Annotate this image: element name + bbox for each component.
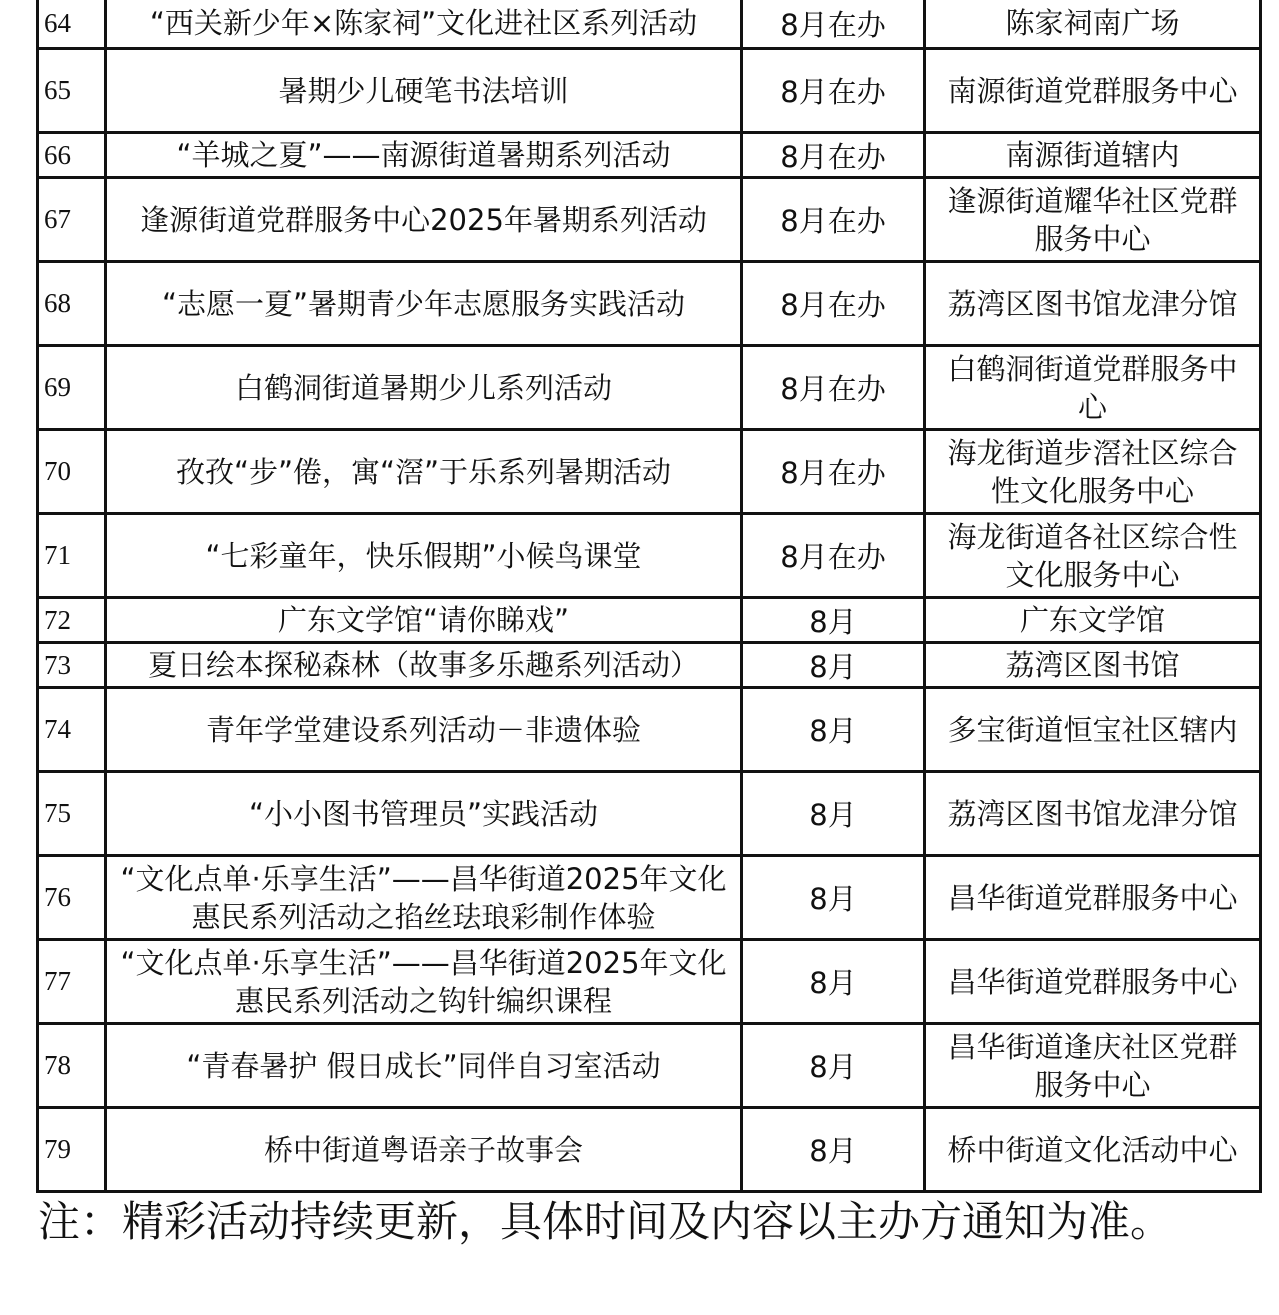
row-number: 75 — [38, 772, 106, 856]
activity-venue: 南源街道辖内 — [925, 133, 1261, 178]
row-number: 69 — [38, 346, 106, 430]
activity-name: “文化点单·乐享生活”——昌华街道2025年文化惠民系列活动之掐丝珐琅彩制作体验 — [106, 856, 742, 940]
activity-name: “小小图书管理员”实践活动 — [106, 772, 742, 856]
activity-time: 8月 — [742, 688, 925, 772]
activity-time: 8月在办 — [742, 514, 925, 598]
activity-time: 8月 — [742, 856, 925, 940]
activity-time: 8月 — [742, 643, 925, 688]
activity-time: 8月在办 — [742, 0, 925, 49]
activity-time: 8月在办 — [742, 346, 925, 430]
table-row — [38, 772, 1261, 856]
row-number: 68 — [38, 262, 106, 346]
activity-venue: 昌华街道逢庆社区党群服务中心 — [925, 1024, 1261, 1108]
activity-time: 8月 — [742, 1024, 925, 1108]
activity-time: 8月 — [742, 598, 925, 643]
activity-name: 逢源街道党群服务中心2025年暑期系列活动 — [106, 178, 742, 262]
table-row — [38, 514, 1261, 598]
table-row — [38, 1108, 1261, 1192]
row-number: 73 — [38, 643, 106, 688]
activity-name: 青年学堂建设系列活动－非遗体验 — [106, 688, 742, 772]
activity-venue: 荔湾区图书馆龙津分馆 — [925, 772, 1261, 856]
row-number: 66 — [38, 133, 106, 178]
activity-venue: 白鹤洞街道党群服务中心 — [925, 346, 1261, 430]
activity-time: 8月在办 — [742, 430, 925, 514]
activity-name: 暑期少儿硬笔书法培训 — [106, 49, 742, 133]
activity-venue: 荔湾区图书馆 — [925, 643, 1261, 688]
row-number: 67 — [38, 178, 106, 262]
activity-time: 8月在办 — [742, 178, 925, 262]
table-row — [38, 643, 1261, 688]
activity-time: 8月在办 — [742, 262, 925, 346]
activity-time: 8月 — [742, 940, 925, 1024]
activity-venue: 南源街道党群服务中心 — [925, 49, 1261, 133]
row-number: 64 — [38, 0, 106, 49]
activity-venue: 昌华街道党群服务中心 — [925, 856, 1261, 940]
activity-venue: 桥中街道文化活动中心 — [925, 1108, 1261, 1192]
row-number: 70 — [38, 430, 106, 514]
activity-venue: 海龙街道步滘社区综合性文化服务中心 — [925, 430, 1261, 514]
row-number: 72 — [38, 598, 106, 643]
row-number: 79 — [38, 1108, 106, 1192]
activity-time: 8月在办 — [742, 49, 925, 133]
activity-name: 白鹤洞街道暑期少儿系列活动 — [106, 346, 742, 430]
activity-name: “志愿一夏”暑期青少年志愿服务实践活动 — [106, 262, 742, 346]
row-number: 77 — [38, 940, 106, 1024]
row-number: 71 — [38, 514, 106, 598]
activity-name: “七彩童年，快乐假期”小候鸟课堂 — [106, 514, 742, 598]
row-number: 78 — [38, 1024, 106, 1108]
table-row — [38, 940, 1261, 1024]
activity-venue: 多宝街道恒宝社区辖内 — [925, 688, 1261, 772]
events-table — [36, 0, 1262, 1193]
activity-venue: 广东文学馆 — [925, 598, 1261, 643]
activity-venue: 陈家祠南广场 — [925, 0, 1261, 49]
activity-name: 孜孜“步”倦，寓“滘”于乐系列暑期活动 — [106, 430, 742, 514]
table-row — [38, 49, 1261, 133]
table-row — [38, 262, 1261, 346]
activity-name: 夏日绘本探秘森林（故事多乐趣系列活动） — [106, 643, 742, 688]
table-row — [38, 346, 1261, 430]
activity-name: 桥中街道粤语亲子故事会 — [106, 1108, 742, 1192]
table-row — [38, 133, 1261, 178]
activity-name: 广东文学馆“请你睇戏” — [106, 598, 742, 643]
table-row — [38, 598, 1261, 643]
activity-name: “西关新少年×陈家祠”文化进社区系列活动 — [106, 0, 742, 49]
table-row — [38, 0, 1261, 49]
table-row — [38, 688, 1261, 772]
activity-name: “文化点单·乐享生活”——昌华街道2025年文化惠民系列活动之钩针编织课程 — [106, 940, 742, 1024]
activity-time: 8月 — [742, 1108, 925, 1192]
activity-time: 8月 — [742, 772, 925, 856]
row-number: 74 — [38, 688, 106, 772]
activity-venue: 海龙街道各社区综合性文化服务中心 — [925, 514, 1261, 598]
table-row — [38, 1024, 1261, 1108]
activity-venue: 昌华街道党群服务中心 — [925, 940, 1261, 1024]
activity-time: 8月在办 — [742, 133, 925, 178]
table-row — [38, 178, 1261, 262]
activity-venue: 逢源街道耀华社区党群服务中心 — [925, 178, 1261, 262]
activity-name: “羊城之夏”——南源街道暑期系列活动 — [106, 133, 742, 178]
table-row — [38, 430, 1261, 514]
table-row — [38, 856, 1261, 940]
activity-venue: 荔湾区图书馆龙津分馆 — [925, 262, 1261, 346]
row-number: 65 — [38, 49, 106, 133]
footnote: 注：精彩活动持续更新，具体时间及内容以主办方通知为准。 — [38, 1197, 1173, 1246]
row-number: 76 — [38, 856, 106, 940]
activity-name: “青春暑护 假日成长”同伴自习室活动 — [106, 1024, 742, 1108]
